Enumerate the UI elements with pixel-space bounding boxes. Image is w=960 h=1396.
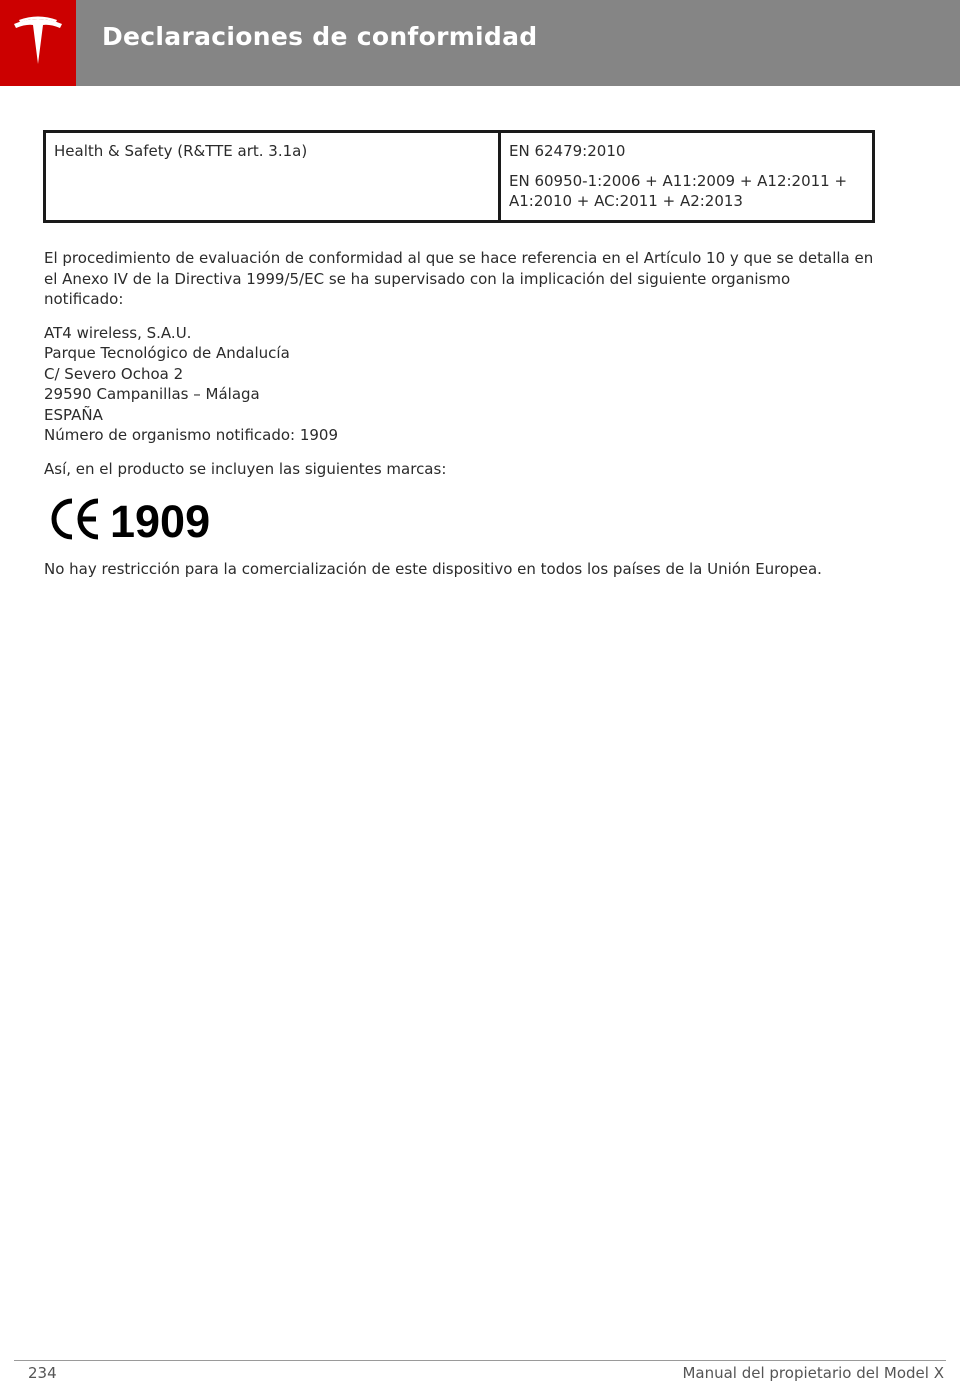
- paragraph-restriction: No hay restricción para la comercialización de este dispositivo en todos los países de la Unión Europea.: [44, 560, 822, 578]
- address-line: C/ Severo Ochoa 2: [44, 364, 184, 383]
- standards-table: [43, 130, 875, 223]
- main-content: [44, 248, 874, 593]
- page-title: Declaraciones de conformidad: [102, 22, 538, 51]
- ce-mark-icon: [46, 493, 874, 545]
- address-line: Número de organismo notificado: 1909: [44, 426, 339, 444]
- manual-name: Manual del propietario del Model X: [682, 1364, 944, 1382]
- standard-item: EN 60950-1:2006 + A11:2009 + A12:2011 + A1:2010 + AC:2011 + A2:2013: [509, 172, 848, 210]
- address-line: AT4 wireless, S.A.U.: [44, 323, 192, 342]
- ce-mark-number: 1909: [110, 496, 211, 545]
- page-header: [0, 0, 960, 86]
- address-line: Parque Tecnológico de Andalucía: [44, 344, 290, 362]
- notified-body-address: [44, 323, 874, 446]
- tesla-logo-icon: [10, 14, 66, 70]
- address-line: ESPAÑA: [44, 405, 103, 424]
- table-row: [45, 132, 874, 222]
- standard-item: EN 62479:2010: [509, 142, 626, 160]
- category-label: Health & Safety (R&TTE art. 3.1a): [54, 142, 308, 160]
- footer-divider: [14, 1360, 946, 1361]
- logo-box: [0, 0, 76, 86]
- paragraph-marks: Así, en el producto se incluyen las siguientes marcas:: [44, 459, 447, 478]
- table-cell-standards: [500, 132, 874, 222]
- table-cell-category: [45, 132, 500, 222]
- paragraph-procedure: El procedimiento de evaluación de conformidad al que se hace referencia en el Artículo 10 y que se detalla en el Anexo IV de la Directiva 1999/5/EC se ha supervisado con la implicación del siguiente organismo notificado:: [44, 249, 874, 308]
- address-line: 29590 Campanillas – Málaga: [44, 385, 260, 403]
- page-number: 234: [28, 1364, 57, 1382]
